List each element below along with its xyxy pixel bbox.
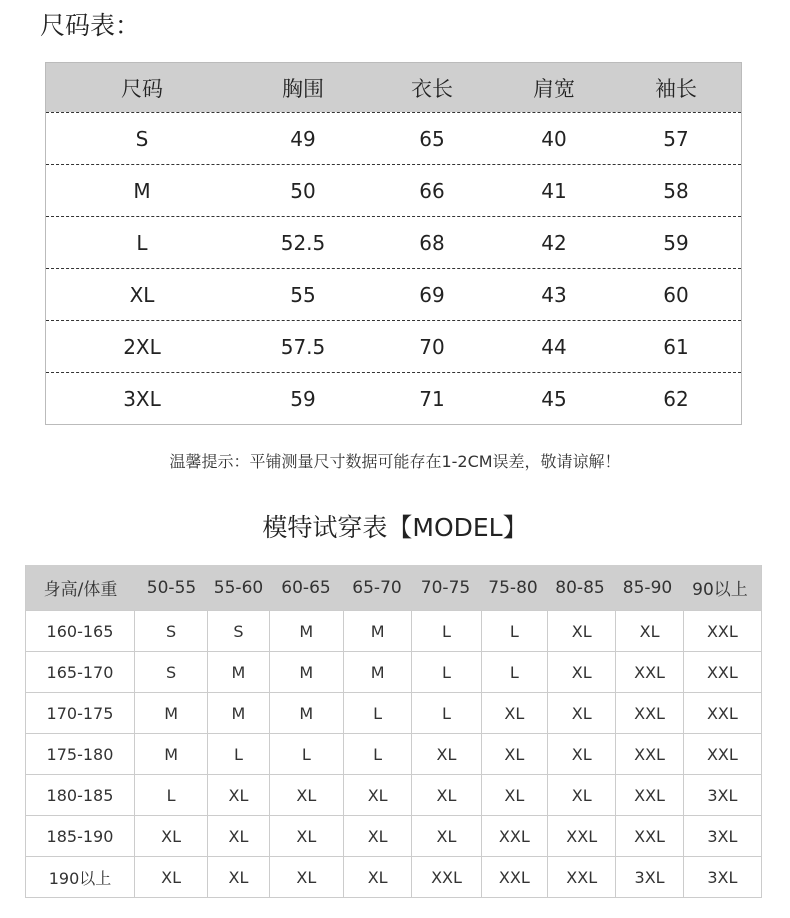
model-table-cell: XL xyxy=(481,734,547,774)
size-table-row xyxy=(46,216,741,268)
model-table-cell: XL xyxy=(343,816,411,856)
size-table-row xyxy=(46,112,741,164)
model-table-cell: L xyxy=(411,611,480,651)
model-table-cell: XL xyxy=(269,857,343,897)
model-table-cell: XL xyxy=(207,775,268,815)
size-table-cell: 65 xyxy=(419,126,445,151)
size-table-cell: 58 xyxy=(663,178,689,203)
size-table-cell: 62 xyxy=(663,386,689,411)
model-table-cell: XL xyxy=(411,734,480,774)
model-table-cell: M xyxy=(207,652,268,692)
model-table-cell: XL xyxy=(547,693,615,733)
size-table-header-cell: 衣长 xyxy=(411,76,453,101)
size-table-cell: 66 xyxy=(419,178,445,203)
model-table-cell: M xyxy=(269,652,343,692)
model-table-cell: XL xyxy=(207,816,268,856)
model-table-cell: XL xyxy=(615,611,682,651)
model-table-cell: XXL xyxy=(411,857,480,897)
model-table-cell: XL xyxy=(481,775,547,815)
model-table-cell: XL xyxy=(207,857,268,897)
model-chart-title: 模特试穿表【MODEL】 xyxy=(262,513,528,542)
size-table-cell: M xyxy=(133,178,151,203)
model-table-cell: XXL xyxy=(481,816,547,856)
model-table-cell: L xyxy=(269,734,343,774)
model-table-cell: L xyxy=(481,611,547,651)
model-table-cell: XL xyxy=(547,611,615,651)
model-table-cell: XL xyxy=(269,775,343,815)
model-table-cell: 165-170 xyxy=(46,662,114,682)
model-table-header-cell: 80-85 xyxy=(555,577,605,598)
size-table-cell: XL xyxy=(129,282,155,307)
model-table-row xyxy=(26,610,761,651)
size-table-cell: 3XL xyxy=(123,386,161,411)
size-chart-title: 尺码表： xyxy=(40,11,141,40)
model-table-cell: L xyxy=(481,652,547,692)
size-table-cell: 61 xyxy=(663,334,689,359)
model-table-row xyxy=(26,651,761,692)
model-table-cell: XL xyxy=(134,857,207,897)
model-table-cell: XXL xyxy=(615,693,682,733)
model-table-cell: XL xyxy=(481,693,547,733)
size-table-cell: 60 xyxy=(663,282,689,307)
size-table-header-cell: 肩宽 xyxy=(533,76,575,101)
model-table-header-cell: 身高/体重 xyxy=(43,580,118,600)
size-table-cell: 55 xyxy=(290,282,316,307)
model-table-cell: S xyxy=(134,652,207,692)
model-table-cell: XL xyxy=(134,816,207,856)
model-table-cell: XL xyxy=(411,775,480,815)
model-table-cell: L xyxy=(343,693,411,733)
model-table-header-cell: 70-75 xyxy=(420,577,471,598)
measurement-tip: 温馨提示：平铺测量尺寸数据可能存在1-2CM误差，敬请谅解！ xyxy=(169,452,621,471)
model-table-cell: L xyxy=(134,775,207,815)
model-table-cell: 3XL xyxy=(683,775,761,815)
model-table-cell: L xyxy=(343,734,411,774)
size-table-cell: 40 xyxy=(541,126,567,151)
model-table-cell: XL xyxy=(547,775,615,815)
model-table-cell: 185-190 xyxy=(46,826,114,846)
model-table-cell: 3XL xyxy=(683,857,761,897)
size-table-header-cell: 尺码 xyxy=(121,76,163,101)
model-table-cell: 3XL xyxy=(683,816,761,856)
size-table-cell: 57 xyxy=(663,126,689,151)
model-table-cell: XXL xyxy=(547,816,615,856)
size-table-cell: 57.5 xyxy=(280,334,326,359)
size-table-row xyxy=(46,320,741,372)
model-table-cell: XL xyxy=(547,734,615,774)
model-table-cell: M xyxy=(269,611,343,651)
model-table-cell: XXL xyxy=(615,816,682,856)
model-table-cell: XXL xyxy=(481,857,547,897)
model-table-header-cell: 85-90 xyxy=(622,577,673,598)
model-table-cell: XXL xyxy=(615,734,682,774)
model-table-cell: XXL xyxy=(547,857,615,897)
size-table-cell: 2XL xyxy=(123,334,161,359)
model-table-cell: XXL xyxy=(683,652,761,692)
size-table-cell: 49 xyxy=(290,126,316,151)
size-table-header-cell: 袖长 xyxy=(655,76,697,101)
model-table-cell: L xyxy=(207,734,268,774)
size-chart-table xyxy=(45,62,742,425)
model-table-cell: XL xyxy=(411,816,480,856)
model-table-row xyxy=(26,815,761,856)
model-table-cell: M xyxy=(343,611,411,651)
size-table-cell: 42 xyxy=(541,230,567,255)
size-table-cell: 59 xyxy=(663,230,689,255)
model-table-header-cell: 60-65 xyxy=(281,577,331,598)
model-table-header-cell: 75-80 xyxy=(488,577,538,598)
size-table-cell: 44 xyxy=(541,334,567,359)
model-table-cell: M xyxy=(134,734,207,774)
model-table-cell: XXL xyxy=(615,775,682,815)
model-table-cell: M xyxy=(207,693,268,733)
size-table-cell: 52.5 xyxy=(280,230,326,255)
model-table-cell: XXL xyxy=(683,611,761,651)
model-table-cell: M xyxy=(269,693,343,733)
model-table-cell: XXL xyxy=(683,734,761,774)
size-table-cell: L xyxy=(136,230,148,255)
model-table-cell: S xyxy=(207,611,268,651)
model-table-cell: L xyxy=(411,693,480,733)
model-table-row xyxy=(26,774,761,815)
model-table-cell: XXL xyxy=(615,652,682,692)
size-table-cell: 71 xyxy=(419,386,445,411)
model-table-header-cell: 55-60 xyxy=(213,577,264,598)
model-table-cell: 170-175 xyxy=(46,703,114,723)
size-table-cell: 70 xyxy=(419,334,445,359)
size-table-cell: S xyxy=(135,126,149,151)
model-table-header-cell: 90以上 xyxy=(692,580,748,600)
size-table-row xyxy=(46,268,741,320)
model-table-row xyxy=(26,856,761,897)
model-table-header-row xyxy=(26,565,761,610)
model-table-cell: XL xyxy=(343,775,411,815)
size-table-cell: 41 xyxy=(541,178,567,203)
size-table-header-row xyxy=(46,63,741,112)
model-table-cell: 160-165 xyxy=(46,621,114,641)
model-table-cell: M xyxy=(134,693,207,733)
model-table-header-cell: 50-55 xyxy=(146,577,197,598)
model-table-row xyxy=(26,692,761,733)
model-table-cell: XL xyxy=(343,857,411,897)
size-table-cell: 50 xyxy=(290,178,316,203)
model-table-cell: XL xyxy=(547,652,615,692)
model-table-cell: 190以上 xyxy=(48,868,112,888)
size-table-cell: 59 xyxy=(290,386,316,411)
model-table-cell: XXL xyxy=(683,693,761,733)
model-table-cell: S xyxy=(134,611,207,651)
model-table-cell: M xyxy=(343,652,411,692)
size-table-cell: 68 xyxy=(419,230,445,255)
size-table-row xyxy=(46,372,741,424)
model-table-cell: XL xyxy=(269,816,343,856)
model-table-cell: 180-185 xyxy=(46,785,114,805)
size-table-cell: 45 xyxy=(541,386,567,411)
size-table-cell: 69 xyxy=(419,282,445,307)
model-table-cell: L xyxy=(411,652,480,692)
size-table-header-cell: 胸围 xyxy=(282,76,324,101)
model-table-header-cell: 65-70 xyxy=(352,577,402,598)
size-table-cell: 43 xyxy=(541,282,567,307)
model-table-row xyxy=(26,733,761,774)
size-table-row xyxy=(46,164,741,216)
model-chart-table xyxy=(25,565,762,898)
model-table-cell: 3XL xyxy=(615,857,682,897)
model-table-cell: 175-180 xyxy=(46,744,114,764)
